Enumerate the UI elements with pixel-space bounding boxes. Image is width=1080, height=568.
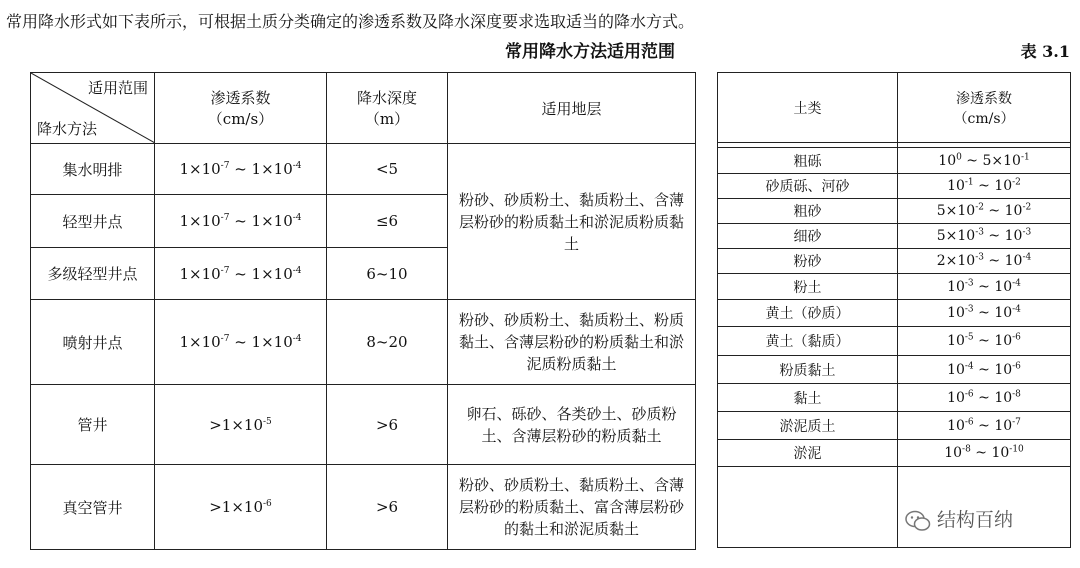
table-row bbox=[31, 144, 696, 195]
permeability-cell: $1\times 10^{-7}$ ~ $1\times 10^{-4}$ bbox=[155, 195, 327, 248]
soil-cell: 黄土（黏质） bbox=[718, 327, 898, 356]
depth-cell: ≤6 bbox=[327, 195, 448, 248]
table-row bbox=[31, 385, 696, 465]
header-method-label: 降水方法 bbox=[37, 120, 98, 138]
permeability-cell: $1\times 10^{-7}$ ~ $1\times 10^{-4}$ bbox=[155, 144, 327, 195]
depth-cell: 8~20 bbox=[327, 300, 448, 385]
header-scope-label: 适用范围 bbox=[87, 79, 148, 97]
soil-cell: 粉质黏土 bbox=[718, 356, 898, 384]
strata-cell: 粉砂、砂质粉土、黏质粉土、含薄层粉砂的粉质黏土、富含薄层粉砂的黏土和淤泥质黏土 bbox=[448, 465, 696, 550]
soil-cell: 黏土 bbox=[718, 384, 898, 412]
diagonal-header-cell bbox=[31, 73, 155, 144]
soil-cell: 粉砂 bbox=[718, 249, 898, 274]
header-permeability-label: 渗透系数 bbox=[956, 90, 1012, 107]
method-cell: 喷射井点 bbox=[31, 300, 155, 385]
soil-cell: 黄土（砂质） bbox=[718, 300, 898, 327]
header-depth-label: 降水深度 bbox=[356, 89, 417, 107]
permeability-cell: $5\times 10^{-2}$ ~ $10^{-2}$ bbox=[898, 199, 1071, 224]
table-number: 表 3.1 bbox=[1020, 42, 1070, 61]
depth-cell: <5 bbox=[327, 144, 448, 195]
empty-row bbox=[718, 467, 1071, 548]
soil-cell: 砂质砾、河砂 bbox=[718, 174, 898, 199]
soil-permeability-table bbox=[717, 72, 1071, 548]
method-cell: 集水明排 bbox=[31, 144, 155, 195]
permeability-cell: $10^{-4}$ ~ $10^{-6}$ bbox=[898, 356, 1071, 384]
watermark-text: 结构百纳 bbox=[937, 509, 1014, 531]
header-strata-label: 适用地层 bbox=[541, 99, 602, 118]
strata-cell: 卵石、砾砂、各类砂土、砂质粉土、含薄层粉砂的粉质黏土 bbox=[448, 385, 696, 465]
method-cell: 轻型井点 bbox=[31, 195, 155, 248]
header-soil-type: 土类 bbox=[718, 73, 898, 143]
table-row bbox=[718, 274, 1071, 300]
table-row bbox=[718, 148, 1071, 174]
header-strata bbox=[448, 73, 696, 144]
header-permeability-unit: （cm/s） bbox=[207, 110, 274, 128]
header-permeability-unit: （cm/s） bbox=[953, 110, 1015, 127]
permeability-cell: $10^{-3}$ ~ $10^{-4}$ bbox=[898, 274, 1071, 300]
wechat-icon bbox=[905, 510, 931, 532]
table-row bbox=[31, 300, 696, 385]
permeability-cell: $10^{-8}$ ~ $10^{-10}$ bbox=[898, 440, 1071, 467]
table-row bbox=[718, 384, 1071, 412]
header-depth bbox=[327, 73, 448, 144]
permeability-cell: $5\times 10^{-3}$ ~ $10^{-3}$ bbox=[898, 224, 1071, 249]
soil-cell: 淤泥 bbox=[718, 440, 898, 467]
permeability-cell: $10^{-3}$ ~ $10^{-4}$ bbox=[898, 300, 1071, 327]
permeability-cell: $>1\times 10^{-5}$ bbox=[155, 385, 327, 465]
permeability-cell: $10^{-6}$ ~ $10^{-8}$ bbox=[898, 384, 1071, 412]
soil-cell: 粉土 bbox=[718, 274, 898, 300]
permeability-cell: $10^{-6}$ ~ $10^{-7}$ bbox=[898, 412, 1071, 440]
permeability-cell: $10^0$ ~ $5\times 10^{-1}$ bbox=[898, 148, 1071, 174]
table-row bbox=[718, 327, 1071, 356]
table-row bbox=[718, 174, 1071, 199]
table-row bbox=[718, 224, 1071, 249]
depth-cell: >6 bbox=[327, 465, 448, 550]
permeability-cell: $10^{-1}$ ~ $10^{-2}$ bbox=[898, 174, 1071, 199]
table-row bbox=[718, 412, 1071, 440]
header-depth-unit: （m） bbox=[364, 110, 410, 128]
permeability-cell: $1\times 10^{-7}$ ~ $1\times 10^{-4}$ bbox=[155, 248, 327, 300]
table-row bbox=[718, 199, 1071, 224]
dewatering-methods-table bbox=[30, 72, 696, 550]
header-permeability bbox=[898, 73, 1071, 143]
permeability-cell: $2\times 10^{-3}$ ~ $10^{-4}$ bbox=[898, 249, 1071, 274]
table-row bbox=[718, 356, 1071, 384]
permeability-cell: $10^{-5}$ ~ $10^{-6}$ bbox=[898, 327, 1071, 356]
method-cell: 真空管井 bbox=[31, 465, 155, 550]
soil-cell: 淤泥质土 bbox=[718, 412, 898, 440]
method-cell: 管井 bbox=[31, 385, 155, 465]
soil-cell: 细砂 bbox=[718, 224, 898, 249]
table-row bbox=[718, 249, 1071, 274]
method-cell: 多级轻型井点 bbox=[31, 248, 155, 300]
soil-cell: 粗砾 bbox=[718, 148, 898, 174]
permeability-cell: $>1\times 10^{-6}$ bbox=[155, 465, 327, 550]
soil-cell: 粗砂 bbox=[718, 199, 898, 224]
depth-cell: >6 bbox=[327, 385, 448, 465]
strata-cell: 粉砂、砂质粉土、黏质粉土、含薄层粉砂的粉质黏土和淤泥质粉质黏土 bbox=[448, 144, 696, 300]
depth-cell: 6~10 bbox=[327, 248, 448, 300]
table-row bbox=[718, 440, 1071, 467]
watermark bbox=[905, 505, 1013, 532]
table-row bbox=[718, 300, 1071, 327]
table-row bbox=[31, 465, 696, 550]
header-permeability bbox=[155, 73, 327, 144]
header-permeability-label: 渗透系数 bbox=[210, 89, 271, 107]
strata-cell: 粉砂、砂质粉土、黏质粉土、粉质黏土、含薄层粉砂的粉质黏土和淤泥质粉质黏土 bbox=[448, 300, 696, 385]
intro-text: 常用降水形式如下表所示，可根据土质分类确定的渗透系数及降水深度要求选取适当的降水方式。 bbox=[6, 12, 695, 31]
permeability-cell: $1\times 10^{-7}$ ~ $1\times 10^{-4}$ bbox=[155, 300, 327, 385]
table-title: 常用降水方法适用范围 bbox=[505, 42, 675, 62]
